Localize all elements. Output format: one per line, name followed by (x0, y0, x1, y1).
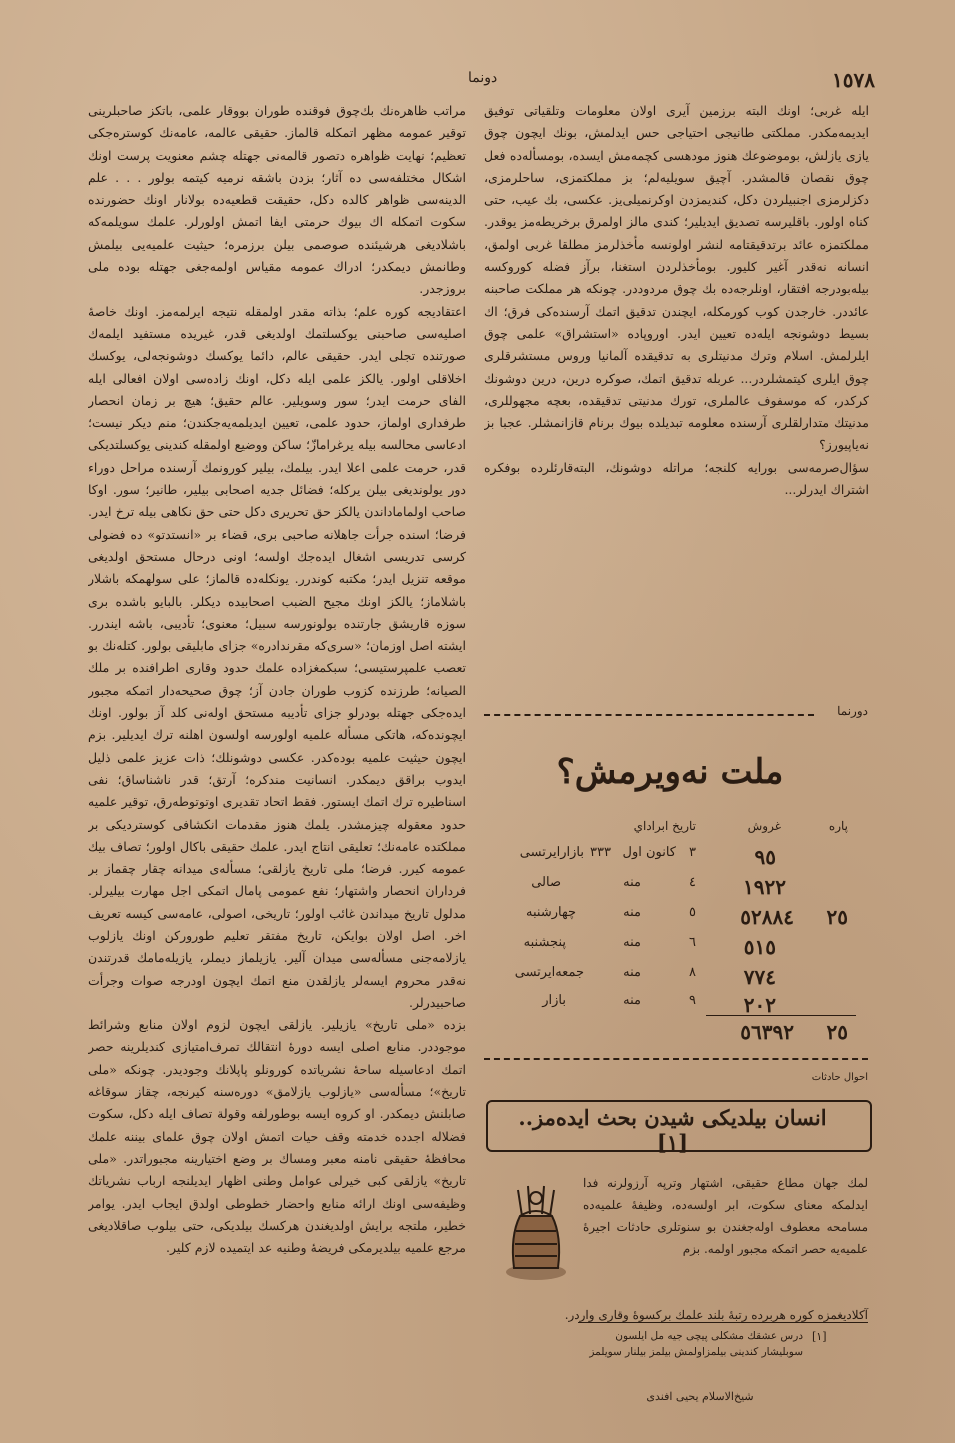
cell-month: كانون اول (622, 845, 676, 860)
total-ghurush: ٥٦٣٩٢ (740, 1020, 794, 1044)
figurine-icon (496, 1176, 576, 1286)
cell-ghurush: ٥١٥ (743, 935, 776, 959)
feature-title: ملت نه‌ویرمش؟ (556, 752, 784, 792)
total-para: ٢٥ (826, 1020, 848, 1044)
cell-day-number: ٣ (689, 845, 696, 860)
right-paragraph-1: ایله غربی؛ اونك البته برزمین آیری اولان معلومات وتلقیاتی توفیق ایدیمه‌مكدر. مملكتی طانیجی احتیاجی حس ایدلمش، بونك ایچون چوق یازی یازلش، بوموضوعك هنوز مودهسی كچمه‌مش ایسده، بومسأله‌ده فعل چوق نقصان قالمشدر. آچیق سویلیه‌لم؛ بز مملكتمزی، ساحلرمزی، دكزلرمزی اجنبیلردن دكل، كندیمزدن اوكرنمیلی‌یز. عكسی، بك عیب، حتی كناه اولور. باقلیرسه تصدیق ایدیلیر؛ كندی مالز اولمرق برخریطه‌مز یوقدر. مملكتمزه عائد برتدقیقتامه لنشر اولونسه مأخذلرمز مطلقا غربی اولمق، انسانه نه‌قدر آغیر كلیور. بومأخذلردن استغنا، برآز فضله‌ كوروكسه بیله‌بودرجه افتقار، اونلرجه‌ده بك چوق مردوددر. چونكه هر مملكت صاحبنه عائددر. خارجدن كوب كورمكله، ایچندن تدقیق اتمك آرسنده‌كی فرق؛ اك بسیط دوشونجه ایله‌ده تعیین ایدر. اوروپاده «استشراق» علمی چوق ایلرلمش. اسلام وترك مدنیتلری به تدقیقده آلمانیا وروس مستشرقلری چوق ایلری كیتمشلردر... عربله تدقیق اتمك، صوكره درین، درین دوشونك كركدر، كه موسفوف عالملری، تورك مدنیتی تدقیقده، بعچه مجهوللری، مدنیتك متدارلقلری آرسنده معلومه تبدیلده بیوك برنام قازانمشلر. عجبا بز نه‌یاپیورز؟ (484, 103, 869, 453)
table-total-row (496, 1020, 856, 1050)
page-number: ١٥٧٨ (832, 68, 875, 92)
footnote: درس عشقك مشكلی پیچی جیه مل ایلسون سوبلیشار كندینی بیلمزاولمش بیلمز بیلنار سویلمز (589, 1330, 803, 1358)
journal-name: دونما (468, 70, 498, 86)
cell-month: منه (623, 993, 641, 1008)
cell-month: منه (623, 965, 641, 980)
right-article (484, 100, 869, 698)
cell-ghurush: ٢٠٢ (743, 993, 776, 1017)
cell-day-number: ٥ (689, 905, 696, 920)
table-row (496, 845, 856, 875)
section-divider (484, 714, 814, 716)
table-row (496, 875, 856, 905)
cell-day-number: ٦ (689, 935, 696, 950)
footnote-mark: [١] (812, 1330, 827, 1343)
cell-month: منه (623, 905, 641, 920)
table-row (496, 993, 856, 1023)
total-rule (706, 1015, 856, 1016)
story-text: لمك جهان مطاع حقیقی، اشتهار وترپه آرزولرنه فدا ایدلمكه معنای سكوت، ابر اولسه‌ده، وظیفهٔ علمیه‌ده مسامحه معطوف اوله‌جغندن بو سنوتلری حادثات اجیرهٔ علمیه‌یه حصر اتمكه مجبور اولمه. بزم (583, 1176, 868, 1256)
header-date: تاريخ ابراداي (633, 819, 696, 833)
header-ghurush: غروش (747, 819, 781, 833)
header-para: پاره (828, 819, 848, 833)
cell-month: منه (623, 875, 641, 890)
signature: شیخ‌الاسلام یحیی افندی (646, 1390, 754, 1403)
section-label: دورنما (837, 704, 868, 718)
cell-year: ٣٣٣ (590, 845, 611, 860)
right-paragraph-2: سؤال‌صرمه‌سی بورایه كلنجه؛ مراتله دوشونك، البته‌قارئلرده بوفكره اشتراك ایدرلر... (484, 459, 869, 498)
cell-ghurush: ١٩٢٢ (743, 875, 786, 899)
left-paragraph-3: بزده «ملی تاریخ» یازیلیر. یازلقی ایچون لزوم اولان منابع وشرائط موجوددر. منابع اصلی ایسه دورهٔ انتقالك تمرف‌امتیازی كندیلرینه حصر اتمك ادعاسیله ساحهٔ نشریاتده كورونلو پاپلانك وجودیدر. چونكه «ملی تاریخ»؛ مسأله‌سی «یازلوب یازلامق» دوره‌سنه كیرنجه، چقاز سوقاغه صابلنش دیمكدر. او كروه ایسه بوطورلفه وقولة تصاف ایله دكل، سكوت فضلاله اجدده خدمته وقف حیات اتمش اولان چوق علمای بیننه علمك محافظهٔ حقیقی نامنه معبر ومساك بر وضع اختیارینه مجبوراتدر. «ملی تاریخ» یازلقی كبی خیرلی عوامل وطنی اظهار ایدیلنجه ارباب نشریاتك وظیفه‌سی اونك ارائه منابع واحضار خطوطی اولدق ایجاب ایدر. یوامر خطیر، ملتجه برایش اولدیغندن هركسك بیلدیكی، حتی بیلوب صاقلادیغی مرجع علمیه بیلدیرمكی فریضهٔ وطنیه عد ایتمیده لازم كلیر. (88, 1017, 466, 1256)
section-label-2: احوال حادثات (811, 1072, 868, 1083)
cell-day: بازارايرتسی (519, 845, 584, 860)
cell-para: ٢٥ (826, 905, 848, 929)
cell-ghurush: ٩٥ (754, 845, 776, 869)
cell-day: بازار (542, 993, 566, 1008)
table-row (496, 935, 856, 965)
cell-day: پنجشنبه (523, 935, 566, 950)
cell-day-number: ٤ (689, 875, 696, 890)
left-column (88, 100, 466, 1400)
story-title: انسان بیلدیكی شیدن بحث ایده‌مز.. [١] (518, 1105, 827, 1155)
section-divider-2 (484, 1058, 868, 1060)
footnote-rule (578, 1322, 868, 1323)
cell-ghurush: ٧٧٤ (743, 965, 776, 989)
cell-day: صالی (531, 875, 561, 890)
left-paragraph-2: اعتقادیجه كوره علم؛ بذاته مقدر اولمقله نتیجه ایرلمه‌مز. اونك خاصهٔ اصلیه‌سی صاحبنی یوكسلتمك اولدیغی قدر، غیریده مستفید ایلمه‌ك صورتنده تجلی ایدر. حقیقی عالم، دائما یوكسك دوشونجه‌لی، یوكسك اخلاقلی اولور. یالكز علمی ایله دكل، اونك زاده‌سی اولان افعالی ایله الفای حرمت ایدر؛ سور وسویلیر. عالم حقیق؛ هیچ بر زمان انحصار طرفداری اولماز، حدود علمی، تعیین ایدیلمه‌یه‌جكندن؛ منم دیكر نیست؛ ادعاسی محالسه بیله یرغرامازّ؛ ساكن ووضیع اولمقله كندینی یوكسلتدیكی قدر، حرمت علمی اعلا ایدر. بیلمك، بیلیر كورونمك آرسنده مراحل دوراء دور یولوندیغی بیلن یركله؛ فضائل جدیه اصحابی بیلیر، طانیر؛ سور. اوكا صاحب اولماماداندن یالكز حق تحریری دكل حتی حق نكاهی بیله ترخ ایدر. فرضا؛ اسنده جرأت جاهلانه صاحبی بری، قضاء بر «انستدتو» ده فضولی كرسی تدریسی اشغال ایده‌جك اولسه؛ اونی درحال مستحق اولدیغی موقعه تنزیل ایدر؛ مكتبه كوندرر. یونكله‌ده قالماز؛ علی سولهمكه باشلار باشلاماز؛ یالكز اونك مجیح الضبب اصحابیده دیكلر. بالبایو باشده بری سوزه قاریشق جارتنده بولونورسه سبیل؛ معنوی؛ تأدیبی، باشه ایندرر. ایشته اصل اوزمان؛ «سری‌كه مقرندادره» جزای مابلیقی بولور. كتله‌نك بو تعصب علمپرستیسی؛ سبكمغزاده علمك حدود وقاری اطرافنده بر ملك الصیانه؛ طرزنده كزوب طوران جادن آز؛ چوق صحیحه‌دار اتمكه مجبور ایده‌جكی جهتله بودرلو جزای تأدیبه مستحق اوله‌نی‌ كلد آز بولور. اونك ایچونده‌كه، هاتكی مسأله علمیه اولورسه اولسون اهلنه ترك ایدیلیر. بزم ایچون حیثیت علمیه بوده‌كدر. عكسی دوشونلك؛ ذات عزیز علمی ذلیل ایدوب براقق دیمكدر. انسانیت مندكره؛ آرتق؛ قدر ناشناساق؛ نفی اسناطیره ترك اتمك ایستور. فقط اتحاد تقدیری اوتوتوطه‌رق، توقیر علمیه حدود معقوله چیزمشدر. یلمك هنوز مقدمات انكشافی كوستردیكی بر مملكتده عامه‌نك؛ تعلیقی انتاج ایدر. علمك حقیقی باكال اولور؛ تصاف بیك عمومه كیرر. فرضا؛ ملی تاریخ یازلقی؛ مسأله‌ی میدانه چقار چقماز بر فرداران انحصار واشتهار؛ نفع عمومی‌ پامال اتمكی اجل مهارت بیلیرلر. مدلول تاریخ میداندن غائب اولور؛ تاریخی، اصولی، عامه‌سی كیسه تعریف اخر. اصل اولان بوایكن، تاریخ مفتقر تعلیم طوروركن اونك یازلوب یازلامه‌جنی مسأله‌سی میدان آلیر. یازیلماز دیملر، یازیله‌مامك قدرتندن نه‌قدر محروم ایسه‌لر یازلقدن منع اتمك ایچون اودرجه صوات وجرأت صاحبیدرلر. (88, 303, 466, 1010)
cell-month: منه (623, 935, 641, 950)
page-header (0, 58, 955, 98)
cell-day: چهارشنبه (526, 905, 576, 920)
story-text-continued: آكلادیغمزه كوره هربرده رتبهٔ بلند علمك بركسوهٔ وقاری واردر. (564, 1308, 868, 1322)
left-paragraph-1: مراتب ظاهره‌نك بك‌چوق فوقنده طوران بووقار علمی، باتكز صاحبلرینی توقیر عمومه مظهر اتمكله قالماز. حقیقی عالمه، عامه‌نك كوستره‌جكی تعظیم؛ نهایت ظواهره دتصور قالمه‌نی جهتله چشم معنویت پرست اونك اشكال مختلفه‌سی ده آثار؛ بزدن باشقه نرمیه كیتمه بولور . . . علم الدینه‌سی ظواهر كالده دكل، حقیقت قطعیه‌ده بولانار اونك حضورنده سكوت اتمكله اك بیوك حرمتی ایفا اتمش اولورلر. علمك سویلمه‌كه باشلادیغی هرشیئنده صوصمی بیلن برزمره؛ حیثیت علمیه‌یی بیلمش وطانمش دیمكدر؛ ادراك عمومه مقیاس اولمه‌جغی جهتله بوده ملی بروزجدر. (88, 103, 466, 297)
table-row (496, 905, 856, 935)
cell-day-number: ٨ (689, 965, 696, 980)
cell-ghurush: ٥٢٨٨٤ (740, 905, 794, 929)
table-row (496, 965, 856, 995)
donations-table (496, 815, 856, 1050)
cell-day-number: ٩ (689, 993, 696, 1008)
right-column (484, 100, 869, 698)
cell-day: جمعه‌ایرتسی (514, 965, 584, 980)
